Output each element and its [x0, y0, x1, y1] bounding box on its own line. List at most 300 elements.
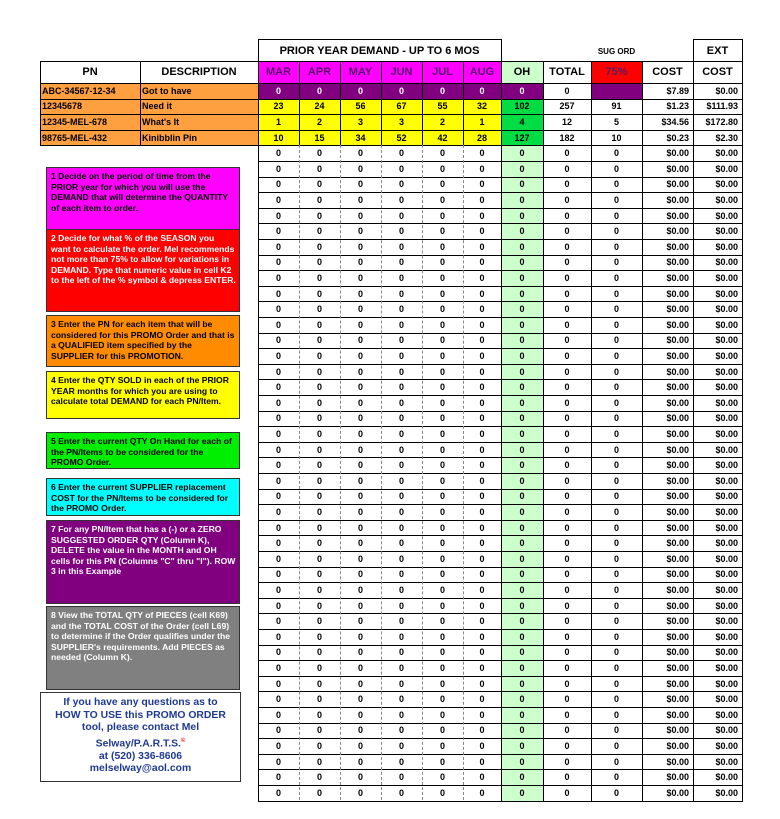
- oh-cell[interactable]: 0: [501, 504, 543, 520]
- month-value-cell[interactable]: 0: [439, 194, 445, 205]
- month-value-cell[interactable]: 0: [316, 335, 322, 346]
- month-value-cell[interactable]: 0: [357, 304, 363, 315]
- month-value-cell[interactable]: 0: [479, 194, 485, 205]
- cost-cell[interactable]: $0.00: [666, 662, 689, 673]
- month-value-cell[interactable]: 67: [381, 99, 422, 115]
- ext-cost-cell[interactable]: $0.00: [715, 553, 738, 564]
- month-value-cell[interactable]: 3: [381, 114, 422, 130]
- ext-cost-cell[interactable]: $0.00: [715, 647, 738, 658]
- total-cell[interactable]: 0: [564, 491, 570, 502]
- total-cell[interactable]: 0: [564, 194, 570, 205]
- total-cell[interactable]: 0: [564, 272, 570, 283]
- month-value-cell[interactable]: 0: [275, 210, 281, 221]
- oh-cell[interactable]: 0: [501, 723, 543, 739]
- month-value-cell[interactable]: 0: [316, 304, 322, 315]
- total-cell[interactable]: 0: [564, 460, 570, 471]
- month-value-cell[interactable]: 0: [357, 584, 363, 595]
- month-value-cell[interactable]: 0: [439, 756, 445, 767]
- ext-cost-cell[interactable]: $0.00: [715, 756, 738, 767]
- ext-cost-cell[interactable]: $0.00: [715, 194, 738, 205]
- oh-cell[interactable]: 0: [501, 301, 543, 317]
- ext-cost-cell[interactable]: $0.00: [715, 522, 738, 533]
- month-value-cell[interactable]: 0: [398, 694, 404, 705]
- month-header-jun[interactable]: JUN: [381, 61, 422, 83]
- month-header-mar[interactable]: MAR: [258, 61, 299, 83]
- month-value-cell[interactable]: 0: [316, 740, 322, 751]
- cost-cell[interactable]: $0.00: [666, 319, 689, 330]
- month-value-cell[interactable]: 0: [316, 428, 322, 439]
- suggested-order-cell[interactable]: 0: [613, 600, 619, 611]
- suggested-order-cell[interactable]: 0: [613, 272, 619, 283]
- month-value-cell[interactable]: 0: [258, 83, 299, 99]
- month-value-cell[interactable]: 0: [275, 616, 281, 627]
- ext-cost-cell[interactable]: $0.00: [715, 304, 738, 315]
- suggested-order-cell[interactable]: 0: [613, 304, 619, 315]
- month-value-cell[interactable]: 0: [439, 210, 445, 221]
- ext-cost-cell[interactable]: $0.00: [715, 538, 738, 549]
- month-value-cell[interactable]: 0: [316, 772, 322, 783]
- month-value-cell[interactable]: 0: [275, 226, 281, 237]
- month-value-cell[interactable]: 0: [316, 366, 322, 377]
- month-value-cell[interactable]: 0: [357, 506, 363, 517]
- month-value-cell[interactable]: 0: [439, 522, 445, 533]
- month-value-cell[interactable]: 0: [479, 616, 485, 627]
- cost-cell[interactable]: $0.00: [666, 382, 689, 393]
- month-value-cell[interactable]: 15: [299, 130, 340, 146]
- month-value-cell[interactable]: 0: [275, 756, 281, 767]
- total-cell[interactable]: 0: [564, 397, 570, 408]
- suggested-order-cell[interactable]: 0: [613, 647, 619, 658]
- cost-cell[interactable]: $0.00: [666, 304, 689, 315]
- month-value-cell[interactable]: 0: [357, 553, 363, 564]
- month-value-cell[interactable]: 0: [316, 413, 322, 424]
- month-value-cell[interactable]: 0: [479, 569, 485, 580]
- month-value-cell[interactable]: 0: [340, 83, 381, 99]
- total-cell[interactable]: 0: [564, 709, 570, 720]
- cost-cell[interactable]: $0.00: [666, 631, 689, 642]
- total-cell[interactable]: 0: [564, 553, 570, 564]
- month-value-cell[interactable]: 0: [357, 616, 363, 627]
- month-value-cell[interactable]: 0: [357, 725, 363, 736]
- month-value-cell[interactable]: 0: [316, 756, 322, 767]
- suggested-order-cell[interactable]: 0: [613, 678, 619, 689]
- oh-cell[interactable]: 0: [501, 192, 543, 208]
- month-value-cell[interactable]: 0: [398, 460, 404, 471]
- month-value-cell[interactable]: 0: [316, 444, 322, 455]
- month-value-cell[interactable]: 0: [316, 787, 322, 798]
- cost-cell[interactable]: $0.00: [666, 709, 689, 720]
- cost-cell[interactable]: $0.00: [666, 350, 689, 361]
- month-value-cell[interactable]: 0: [479, 350, 485, 361]
- month-value-cell[interactable]: 0: [398, 397, 404, 408]
- month-value-cell[interactable]: 0: [439, 444, 445, 455]
- cost-cell[interactable]: $0.23: [666, 132, 689, 143]
- month-value-cell[interactable]: 0: [275, 506, 281, 517]
- cost-cell[interactable]: $0.00: [666, 756, 689, 767]
- oh-cell[interactable]: 0: [501, 551, 543, 567]
- total-cell[interactable]: 0: [564, 413, 570, 424]
- oh-header[interactable]: OH: [501, 61, 543, 83]
- month-value-cell[interactable]: 55: [422, 99, 463, 115]
- month-value-cell[interactable]: 0: [479, 491, 485, 502]
- month-value-cell[interactable]: 0: [439, 179, 445, 190]
- month-value-cell[interactable]: 0: [316, 678, 322, 689]
- suggested-order-cell[interactable]: 0: [613, 756, 619, 767]
- oh-cell[interactable]: 0: [501, 379, 543, 395]
- month-value-cell[interactable]: 0: [398, 444, 404, 455]
- month-value-cell[interactable]: 56: [340, 99, 381, 115]
- month-value-cell[interactable]: 0: [275, 148, 281, 159]
- suggested-order-cell[interactable]: 0: [613, 740, 619, 751]
- month-value-cell[interactable]: 0: [479, 522, 485, 533]
- month-value-cell[interactable]: 0: [316, 397, 322, 408]
- suggested-order-cell[interactable]: 10: [611, 132, 622, 143]
- month-value-cell[interactable]: 0: [316, 553, 322, 564]
- cost-cell[interactable]: $0.00: [666, 257, 689, 268]
- month-value-cell[interactable]: 0: [275, 288, 281, 299]
- suggested-order-cell[interactable]: 0: [613, 584, 619, 595]
- ext-cost-cell[interactable]: $0.00: [715, 491, 738, 502]
- month-value-cell[interactable]: 0: [316, 257, 322, 268]
- month-value-cell[interactable]: 0: [357, 288, 363, 299]
- ext-cost-cell[interactable]: $0.00: [715, 257, 738, 268]
- month-value-cell[interactable]: 0: [275, 725, 281, 736]
- total-cell[interactable]: 0: [564, 210, 570, 221]
- month-value-cell[interactable]: 0: [316, 241, 322, 252]
- suggested-order-cell[interactable]: 0: [613, 694, 619, 705]
- month-value-cell[interactable]: 0: [439, 678, 445, 689]
- cost-cell[interactable]: $0.00: [666, 366, 689, 377]
- month-value-cell[interactable]: 0: [316, 382, 322, 393]
- total-header[interactable]: TOTAL: [549, 66, 585, 78]
- ext-cost-cell[interactable]: $0.00: [715, 678, 738, 689]
- cost-cell[interactable]: $1.23: [666, 101, 689, 112]
- month-value-cell[interactable]: 2: [299, 114, 340, 130]
- month-value-cell[interactable]: 0: [398, 772, 404, 783]
- suggested-order-cell[interactable]: 0: [613, 335, 619, 346]
- ext-cost-cell[interactable]: $0.00: [715, 600, 738, 611]
- oh-cell[interactable]: 0: [501, 208, 543, 224]
- oh-cell[interactable]: 127: [501, 130, 543, 146]
- oh-cell[interactable]: 0: [501, 426, 543, 442]
- month-value-cell[interactable]: 0: [479, 709, 485, 720]
- month-value-cell[interactable]: 0: [357, 428, 363, 439]
- total-cell[interactable]: 0: [564, 772, 570, 783]
- month-value-cell[interactable]: 34: [340, 130, 381, 146]
- ext-cost-cell[interactable]: $0.00: [715, 584, 738, 595]
- month-value-cell[interactable]: 0: [357, 631, 363, 642]
- month-value-cell[interactable]: 0: [398, 522, 404, 533]
- oh-cell[interactable]: 0: [501, 317, 543, 333]
- month-value-cell[interactable]: 0: [316, 662, 322, 673]
- month-value-cell[interactable]: 0: [398, 304, 404, 315]
- month-value-cell[interactable]: 0: [316, 179, 322, 190]
- month-value-cell[interactable]: 0: [275, 272, 281, 283]
- month-header-jul[interactable]: JUL: [422, 61, 463, 83]
- month-value-cell[interactable]: 0: [479, 413, 485, 424]
- month-value-cell[interactable]: 0: [275, 740, 281, 751]
- month-value-cell[interactable]: 0: [439, 631, 445, 642]
- month-value-cell[interactable]: 0: [439, 460, 445, 471]
- month-value-cell[interactable]: 0: [275, 257, 281, 268]
- month-value-cell[interactable]: 0: [398, 600, 404, 611]
- pn-cell[interactable]: ABC-34567-12-34: [40, 83, 140, 99]
- ext-cost-cell[interactable]: $0.00: [715, 772, 738, 783]
- month-value-cell[interactable]: 0: [357, 772, 363, 783]
- suggested-order-cell[interactable]: 0: [613, 179, 619, 190]
- month-value-cell[interactable]: 0: [275, 491, 281, 502]
- month-value-cell[interactable]: 0: [398, 428, 404, 439]
- month-value-cell[interactable]: 0: [439, 148, 445, 159]
- month-value-cell[interactable]: 0: [479, 288, 485, 299]
- month-value-cell[interactable]: 0: [398, 413, 404, 424]
- ext-cost-cell[interactable]: $0.00: [715, 725, 738, 736]
- month-value-cell[interactable]: 0: [398, 272, 404, 283]
- description-cell[interactable]: Kinibblin Pin: [140, 130, 258, 146]
- month-value-cell[interactable]: 0: [398, 148, 404, 159]
- ext-cost-cell[interactable]: $0.00: [715, 85, 738, 96]
- month-value-cell[interactable]: 0: [357, 366, 363, 377]
- month-value-cell[interactable]: 0: [439, 241, 445, 252]
- month-value-cell[interactable]: 0: [275, 366, 281, 377]
- month-value-cell[interactable]: 23: [258, 99, 299, 115]
- sug-ord-label[interactable]: SUG ORD: [597, 47, 636, 56]
- ext-cost-header[interactable]: COST: [702, 66, 733, 78]
- total-cell[interactable]: 0: [564, 257, 570, 268]
- month-value-cell[interactable]: 0: [439, 350, 445, 361]
- ext-cost-cell[interactable]: $0.00: [715, 631, 738, 642]
- oh-cell[interactable]: 4: [501, 114, 543, 130]
- cost-header[interactable]: COST: [652, 66, 683, 78]
- month-value-cell[interactable]: 0: [398, 475, 404, 486]
- month-value-cell[interactable]: 0: [316, 694, 322, 705]
- pn-header[interactable]: PN: [82, 66, 98, 78]
- month-value-cell[interactable]: 0: [357, 694, 363, 705]
- month-value-cell[interactable]: 0: [479, 241, 485, 252]
- oh-cell[interactable]: 0: [501, 676, 543, 692]
- ext-cost-cell[interactable]: $0.00: [715, 350, 738, 361]
- ext-cost-cell[interactable]: $0.00: [715, 506, 738, 517]
- cost-cell[interactable]: $0.00: [666, 288, 689, 299]
- month-value-cell[interactable]: 0: [439, 272, 445, 283]
- month-value-cell[interactable]: 0: [439, 226, 445, 237]
- ext-cost-cell[interactable]: $0.00: [715, 460, 738, 471]
- month-value-cell[interactable]: 0: [398, 288, 404, 299]
- oh-cell[interactable]: 0: [501, 473, 543, 489]
- suggested-order-cell[interactable]: 0: [613, 319, 619, 330]
- total-cell[interactable]: 0: [564, 475, 570, 486]
- month-value-cell[interactable]: 0: [479, 148, 485, 159]
- ext-cost-cell[interactable]: $0.00: [715, 382, 738, 393]
- ext-cost-cell[interactable]: $0.00: [715, 148, 738, 159]
- month-value-cell[interactable]: 0: [275, 304, 281, 315]
- group-title[interactable]: PRIOR YEAR DEMAND - UP TO 6 MOS: [279, 44, 480, 57]
- month-value-cell[interactable]: 0: [357, 397, 363, 408]
- total-cell[interactable]: 0: [564, 444, 570, 455]
- cost-cell[interactable]: $0.00: [666, 647, 689, 658]
- total-cell[interactable]: 0: [564, 678, 570, 689]
- month-value-cell[interactable]: 0: [316, 319, 322, 330]
- cost-cell[interactable]: $0.00: [666, 210, 689, 221]
- oh-cell[interactable]: 0: [501, 333, 543, 349]
- month-value-cell[interactable]: 0: [398, 725, 404, 736]
- oh-cell[interactable]: 0: [501, 660, 543, 676]
- oh-cell[interactable]: 0: [501, 645, 543, 661]
- month-value-cell[interactable]: 0: [479, 382, 485, 393]
- month-value-cell[interactable]: 0: [275, 460, 281, 471]
- month-value-cell[interactable]: 0: [357, 444, 363, 455]
- month-value-cell[interactable]: 0: [357, 194, 363, 205]
- month-value-cell[interactable]: 0: [357, 413, 363, 424]
- suggested-order-cell[interactable]: 0: [613, 210, 619, 221]
- ext-cost-cell[interactable]: $0.00: [715, 740, 738, 751]
- month-value-cell[interactable]: 0: [479, 678, 485, 689]
- suggested-order-cell[interactable]: 0: [613, 428, 619, 439]
- ext-cost-cell[interactable]: $0.00: [715, 475, 738, 486]
- month-value-cell[interactable]: 0: [398, 506, 404, 517]
- month-value-cell[interactable]: 0: [275, 382, 281, 393]
- month-value-cell[interactable]: 0: [357, 569, 363, 580]
- month-value-cell[interactable]: 0: [357, 709, 363, 720]
- ext-cost-cell[interactable]: $0.00: [715, 241, 738, 252]
- month-value-cell[interactable]: 0: [398, 350, 404, 361]
- total-cell[interactable]: 0: [564, 600, 570, 611]
- month-value-cell[interactable]: 0: [398, 709, 404, 720]
- month-value-cell[interactable]: 0: [398, 382, 404, 393]
- month-value-cell[interactable]: 0: [316, 288, 322, 299]
- total-cell[interactable]: 0: [564, 740, 570, 751]
- month-value-cell[interactable]: 0: [398, 678, 404, 689]
- oh-cell[interactable]: 0: [501, 785, 543, 801]
- month-value-cell[interactable]: 0: [439, 382, 445, 393]
- cost-cell[interactable]: $0.00: [666, 787, 689, 798]
- month-value-cell[interactable]: 0: [357, 740, 363, 751]
- month-value-cell[interactable]: 2: [422, 114, 463, 130]
- suggested-order-cell[interactable]: 0: [613, 163, 619, 174]
- month-value-cell[interactable]: 0: [439, 288, 445, 299]
- month-value-cell[interactable]: 0: [479, 428, 485, 439]
- total-cell[interactable]: 0: [564, 288, 570, 299]
- cost-cell[interactable]: $0.00: [666, 522, 689, 533]
- month-value-cell[interactable]: 0: [479, 631, 485, 642]
- ext-cost-cell[interactable]: $0.00: [715, 428, 738, 439]
- month-value-cell[interactable]: 0: [357, 210, 363, 221]
- month-value-cell[interactable]: 0: [357, 241, 363, 252]
- oh-cell[interactable]: 0: [501, 348, 543, 364]
- oh-cell[interactable]: 0: [501, 535, 543, 551]
- month-value-cell[interactable]: 3: [340, 114, 381, 130]
- total-cell[interactable]: 0: [564, 85, 570, 96]
- month-value-cell[interactable]: 0: [479, 304, 485, 315]
- month-value-cell[interactable]: 0: [479, 772, 485, 783]
- ext-cost-cell[interactable]: $2.30: [715, 132, 738, 143]
- total-cell[interactable]: 0: [564, 756, 570, 767]
- description-cell[interactable]: Need it: [140, 99, 258, 115]
- ext-cost-cell[interactable]: $172.80: [705, 116, 738, 127]
- total-cell[interactable]: 0: [564, 569, 570, 580]
- total-cell[interactable]: 0: [564, 506, 570, 517]
- cost-cell[interactable]: $0.00: [666, 413, 689, 424]
- month-value-cell[interactable]: 0: [439, 647, 445, 658]
- cost-cell[interactable]: $0.00: [666, 538, 689, 549]
- month-value-cell[interactable]: 0: [275, 662, 281, 673]
- month-value-cell[interactable]: 0: [398, 319, 404, 330]
- month-value-cell[interactable]: 0: [479, 694, 485, 705]
- month-value-cell[interactable]: 0: [316, 475, 322, 486]
- ext-cost-cell[interactable]: $0.00: [715, 288, 738, 299]
- month-value-cell[interactable]: 0: [439, 257, 445, 268]
- ext-cost-cell[interactable]: $0.00: [715, 179, 738, 190]
- month-value-cell[interactable]: 0: [479, 740, 485, 751]
- suggested-order-cell[interactable]: 0: [613, 397, 619, 408]
- total-cell[interactable]: 0: [564, 241, 570, 252]
- total-cell[interactable]: 0: [564, 226, 570, 237]
- ext-cost-cell[interactable]: $111.93: [706, 101, 738, 112]
- month-value-cell[interactable]: 0: [398, 491, 404, 502]
- month-value-cell[interactable]: 0: [479, 444, 485, 455]
- oh-cell[interactable]: 0: [501, 691, 543, 707]
- suggested-order-cell[interactable]: 0: [613, 725, 619, 736]
- oh-cell[interactable]: 0: [501, 177, 543, 193]
- suggested-order-cell[interactable]: 0: [613, 241, 619, 252]
- month-value-cell[interactable]: 0: [357, 662, 363, 673]
- month-value-cell[interactable]: 0: [479, 257, 485, 268]
- month-value-cell[interactable]: 0: [439, 366, 445, 377]
- oh-cell[interactable]: 0: [501, 364, 543, 380]
- pn-cell[interactable]: 98765-MEL-432: [40, 130, 140, 146]
- total-cell[interactable]: 0: [564, 319, 570, 330]
- month-value-cell[interactable]: 0: [398, 662, 404, 673]
- oh-cell[interactable]: 0: [501, 442, 543, 458]
- cost-cell[interactable]: $0.00: [666, 272, 689, 283]
- month-value-cell[interactable]: 0: [479, 506, 485, 517]
- suggested-order-cell[interactable]: 0: [613, 148, 619, 159]
- total-cell[interactable]: 0: [564, 428, 570, 439]
- month-value-cell[interactable]: 0: [357, 335, 363, 346]
- oh-cell[interactable]: 0: [501, 738, 543, 754]
- month-value-cell[interactable]: 0: [316, 584, 322, 595]
- percent-input[interactable]: 75%: [591, 61, 642, 83]
- suggested-order-cell[interactable]: 0: [613, 413, 619, 424]
- month-value-cell[interactable]: 0: [439, 428, 445, 439]
- month-header-apr[interactable]: APR: [299, 61, 340, 83]
- cost-cell[interactable]: $0.00: [666, 725, 689, 736]
- month-value-cell[interactable]: 0: [398, 163, 404, 174]
- ext-cost-cell[interactable]: $0.00: [715, 616, 738, 627]
- month-value-cell[interactable]: 0: [357, 600, 363, 611]
- month-value-cell[interactable]: 0: [398, 616, 404, 627]
- month-value-cell[interactable]: 0: [316, 506, 322, 517]
- month-header-may[interactable]: MAY: [340, 61, 381, 83]
- ext-cost-cell[interactable]: $0.00: [715, 397, 738, 408]
- month-value-cell[interactable]: 0: [398, 538, 404, 549]
- month-value-cell[interactable]: 0: [381, 83, 422, 99]
- month-value-cell[interactable]: 0: [275, 787, 281, 798]
- total-cell[interactable]: 0: [564, 616, 570, 627]
- total-cell[interactable]: 0: [564, 538, 570, 549]
- description-header[interactable]: DESCRIPTION: [161, 66, 237, 78]
- month-value-cell[interactable]: 0: [439, 335, 445, 346]
- oh-cell[interactable]: 0: [501, 286, 543, 302]
- month-value-cell[interactable]: 0: [316, 522, 322, 533]
- month-value-cell[interactable]: 0: [479, 756, 485, 767]
- month-value-cell[interactable]: 0: [398, 366, 404, 377]
- month-value-cell[interactable]: 0: [479, 787, 485, 798]
- oh-cell[interactable]: 0: [501, 161, 543, 177]
- month-value-cell[interactable]: 0: [275, 631, 281, 642]
- oh-cell[interactable]: 102: [501, 99, 543, 115]
- month-value-cell[interactable]: 0: [479, 366, 485, 377]
